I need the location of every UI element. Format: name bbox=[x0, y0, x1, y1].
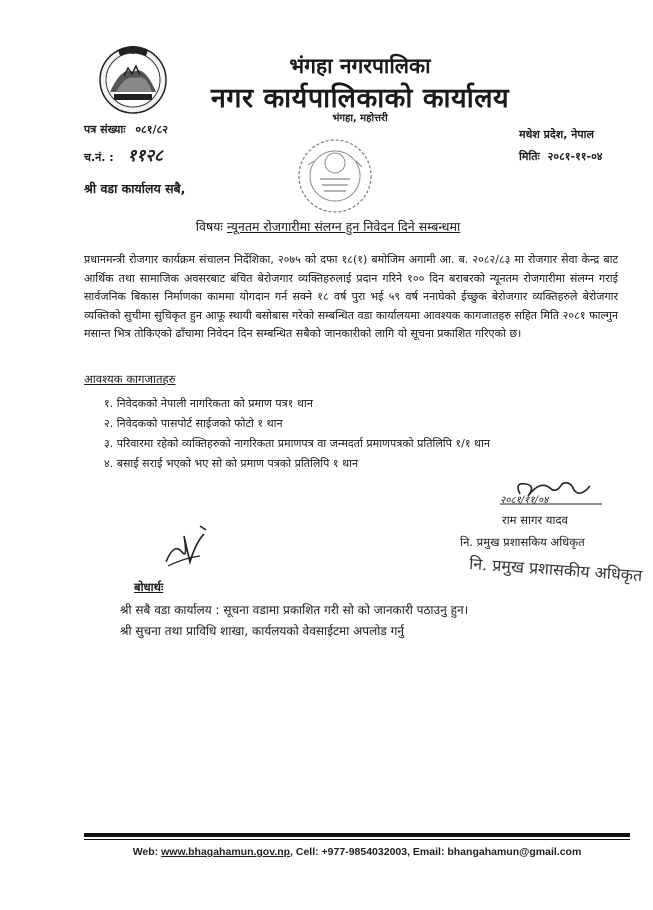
handwritten-title-stamp: नि. प्रमुख प्रशासकीय अधिकृत bbox=[468, 553, 643, 586]
cc-item: श्री सबै वडा कार्यालय : सूचना वडामा प्रकाशित गरी सो को जानकारी पठाउनु हुन। bbox=[120, 603, 469, 617]
dispatch-number-label: च.नं. : bbox=[84, 151, 114, 164]
office-seal-stamp bbox=[294, 135, 376, 217]
website-link[interactable]: www.bhagahamun.gov.np bbox=[161, 846, 291, 858]
email-label: , Email: bbox=[407, 846, 448, 858]
document-item: २. निवेदकको पासपोर्ट साईजको फोटो १ थान bbox=[104, 417, 283, 430]
dispatch-number bbox=[84, 143, 163, 166]
office-title: नगर कार्यपालिकाको कार्यालय bbox=[210, 83, 510, 114]
office-address: भंगहा, महोत्तरी bbox=[332, 113, 388, 124]
province: मधेश प्रदेश, नेपाल bbox=[519, 128, 594, 141]
date bbox=[519, 149, 603, 164]
signatory-name: राम सागर यादव bbox=[502, 513, 568, 527]
document-item: १. निवेदकको नेपाली नागरिकता को प्रमाण पत्र१ थान bbox=[104, 397, 313, 410]
recipient: श्री वडा कार्यालय सबै, bbox=[84, 181, 186, 196]
subject-line bbox=[84, 218, 572, 235]
letter-number-value: ०८१/८२ bbox=[135, 123, 168, 136]
body-paragraph: प्रधानमन्त्री रोजगार कार्यक्रम संचालन निर्देशिका, २०७५ को दफा १८(१) बमोजिम अगामी आ. ब. २०८२/८३ मा रोजगार सेवा केन्द्र बाट आर्थिक तथा सामाजिक अवसरबाट बंचित बेरोजगार व्यक्तिहरुलाई प्रदान गरिने १०० दिन बराबरको न्यूनतम रोजगारीमा संलग्न गराई सार्वजनिक बिकास निर्माणका काममा योगदान गर्न सक्ने १८ वर्ष पुरा भई ५९ वर्ष ननाघेको ईच्छुक बेरोजगार व्यक्तिहरुले बेरोजगार व्यक्तिको सुचीमा सुचिकृत हुन आफू स्थायी बसोबास गरेको सम्बन्धित वडा कार्यालयमा आवश्यक कागजातहरु सहित मिति २०८१ फाल्गुन मसान्त भित्र तोकिएको ढाँचामा निवेदन दिन सम्बन्धित सबैको जानकारीको लागि यो सूचना प्रकाशित गरिएको छ। bbox=[84, 253, 618, 341]
email-address[interactable]: bhangahamun@gmail.com bbox=[447, 846, 582, 858]
web-label: Web: bbox=[132, 846, 159, 858]
footer-divider-thin bbox=[84, 839, 630, 840]
letter-number-label: पत्र संख्याः bbox=[84, 123, 126, 136]
nepal-emblem-logo bbox=[96, 42, 170, 116]
cell-number: +977-9854032003 bbox=[321, 846, 408, 858]
footer-contact bbox=[84, 846, 630, 858]
office-name: भंगहा नगरपालिका bbox=[289, 54, 431, 78]
cc-item: श्री सुचना तथा प्राविधि शाखा, कार्यलयको वेवसाईटमा अपलोड गर्नु bbox=[120, 624, 405, 638]
dispatch-number-value: ११२८ bbox=[127, 146, 163, 166]
letter-number bbox=[84, 122, 168, 137]
signature-date: २०८१/११/०४ bbox=[500, 495, 549, 506]
subject-text: न्यूनतम रोजगारीमा संलग्न हुन निवेदन दिने सम्बन्धमा bbox=[226, 219, 461, 234]
document-item: ३. परिवारमा रहेको व्यक्तिहरुको नागरिकता प्रमाणपत्र वा जन्मदर्ता प्रमाणपत्रको प्रतिलिपि १/१ थान bbox=[104, 437, 491, 450]
footer-divider bbox=[84, 833, 630, 837]
cc-heading: बोधार्थः bbox=[134, 580, 164, 594]
date-value: २०८१-११-०४ bbox=[547, 150, 603, 163]
subject-label: विषयः bbox=[195, 219, 223, 234]
documents-heading: आवश्यक कागजातहरु bbox=[84, 372, 176, 386]
initials-signature bbox=[160, 522, 212, 572]
signatory-title: नि. प्रमुख प्रशासकिय अधिकृत bbox=[460, 535, 585, 549]
date-label: मितिः bbox=[519, 150, 540, 163]
cell-label: , Cell: bbox=[290, 846, 322, 858]
document-item: ४. बसाई सराई भएको भए सो को प्रमाण पत्रको प्रतिलिपि १ थान bbox=[104, 457, 359, 470]
